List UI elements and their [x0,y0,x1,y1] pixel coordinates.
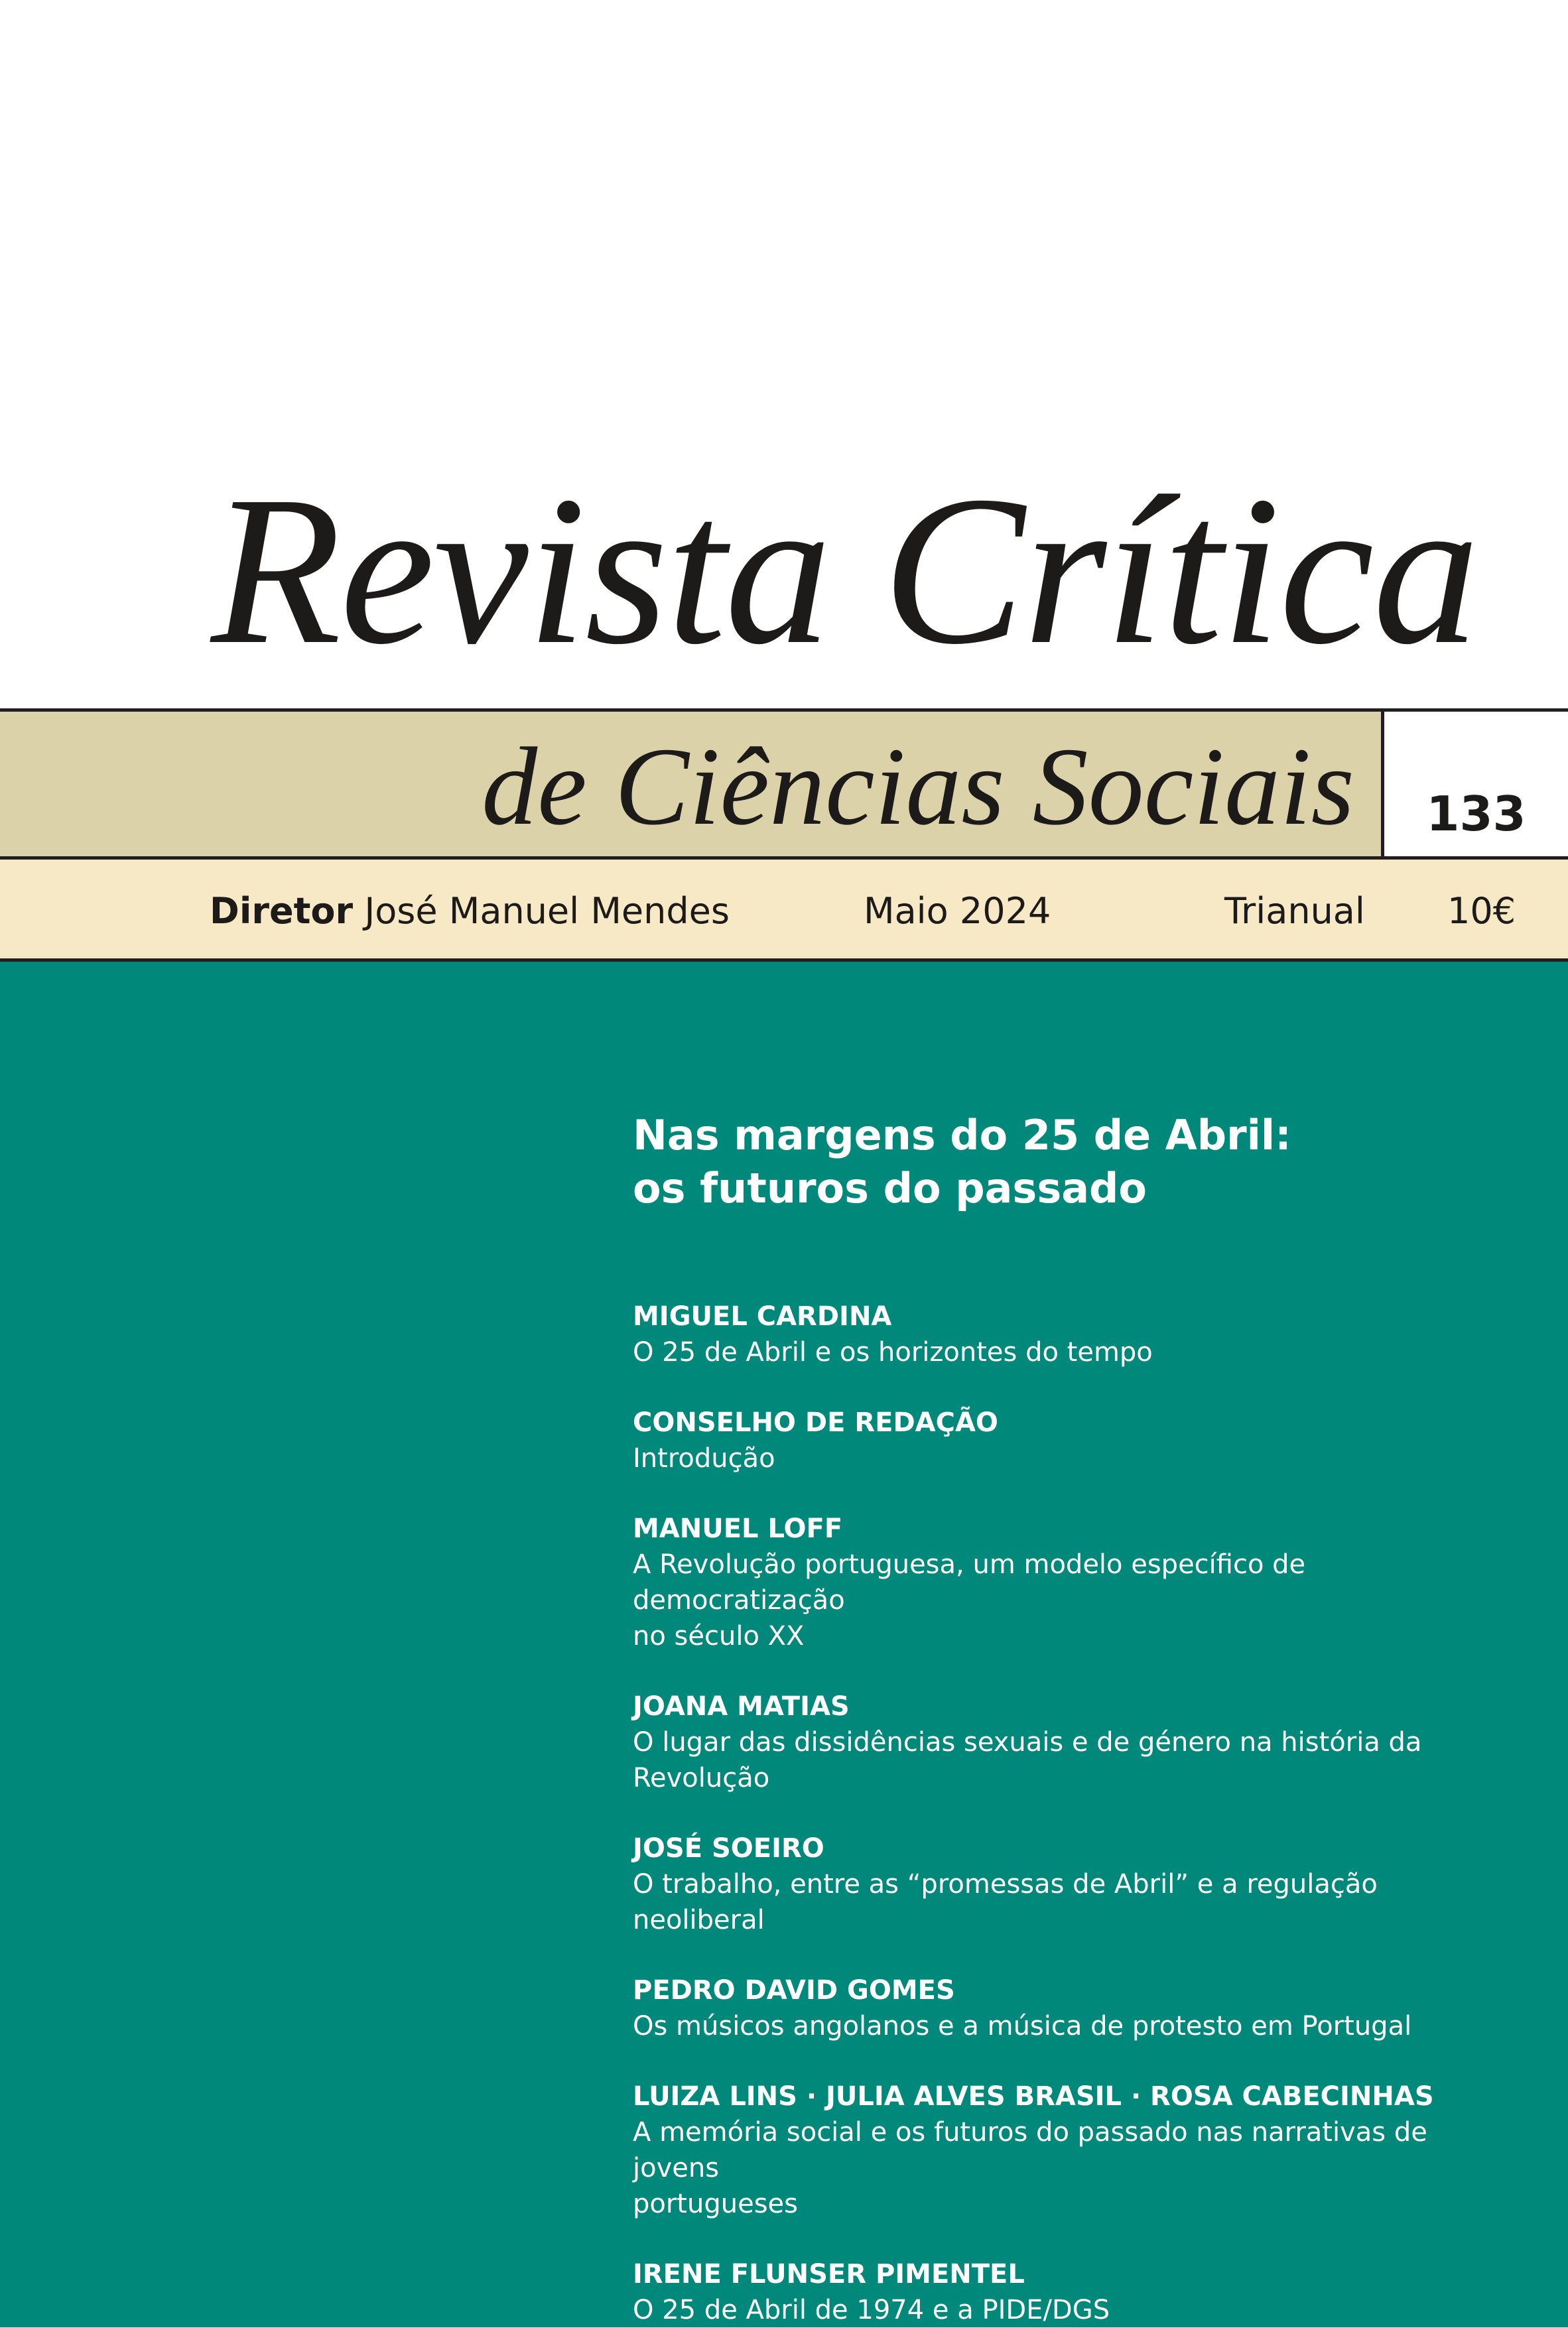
toc-entry [633,1831,1495,1938]
theme-line-2: os futuros do passado [633,1164,1147,1212]
journal-subtitle: de Ciências Sociais [482,725,1354,848]
issue-theme [633,1109,1291,1215]
toc-article-title: O trabalho, entre as “promessas de Abril” e a regulação neoliberal [633,1869,1378,1935]
issue-number: 133 [1426,786,1526,842]
toc-entry [633,2079,1495,2222]
toc-article-title: O lugar das dissidências sexuais e de género na história da Revolução [633,1727,1422,1793]
toc-entry [633,1511,1495,1654]
toc-article-title: A Revolução portuguesa, um modelo específico de democratização no século XX [633,1549,1306,1651]
toc-author: PEDRO DAVID GOMES [633,1975,955,2006]
toc-article-title: O 25 de Abril e os horizontes do tempo [633,1337,1153,1368]
table-of-contents [633,1299,1495,2328]
director-line [210,890,730,933]
journal-title: Revista Crítica [211,452,1478,688]
publication-frequency: Trianual [1224,890,1365,932]
toc-author: MIGUEL CARDINA [633,1301,892,1332]
toc-author: JOSÉ SOEIRO [633,1833,824,1864]
issue-date: Maio 2024 [864,890,1051,932]
director-name: José Manuel Mendes [364,890,730,932]
toc-entry [633,2256,1495,2328]
theme-line-1: Nas margens do 25 de Abril: [633,1111,1291,1159]
info-band [0,860,1568,962]
cover-header [0,0,1568,708]
toc-entry [633,1405,1495,1476]
contents-panel [0,962,1568,2327]
toc-author: CONSELHO DE REDAÇÃO [633,1407,998,1438]
issue-box [1381,712,1568,856]
toc-author: IRENE FLUNSER PIMENTEL [633,2259,1025,2290]
toc-entry [633,1299,1495,1370]
toc-article-title: A memória social e os futuros do passado nas narrativas de jovens portugueses [633,2117,1427,2219]
toc-author: JOANA MATIAS [633,1691,850,1722]
director-label: Diretor [210,890,354,932]
toc-author: LUIZA LINS · JULIA ALVES BRASIL · ROSA CABECINHAS [633,2081,1434,2112]
toc-author: MANUEL LOFF [633,1514,843,1544]
toc-entry [633,1972,1495,2044]
toc-article-title: Introdução [633,1443,775,1474]
toc-article-title: Os músicos angolanos e a música de protesto em Portugal [633,2011,1412,2041]
price: 10€ [1447,890,1516,932]
toc-entry [633,1689,1495,1796]
subtitle-band [0,708,1568,860]
toc-article-title: O 25 de Abril de 1974 e a PIDE/DGS [633,2295,1110,2325]
